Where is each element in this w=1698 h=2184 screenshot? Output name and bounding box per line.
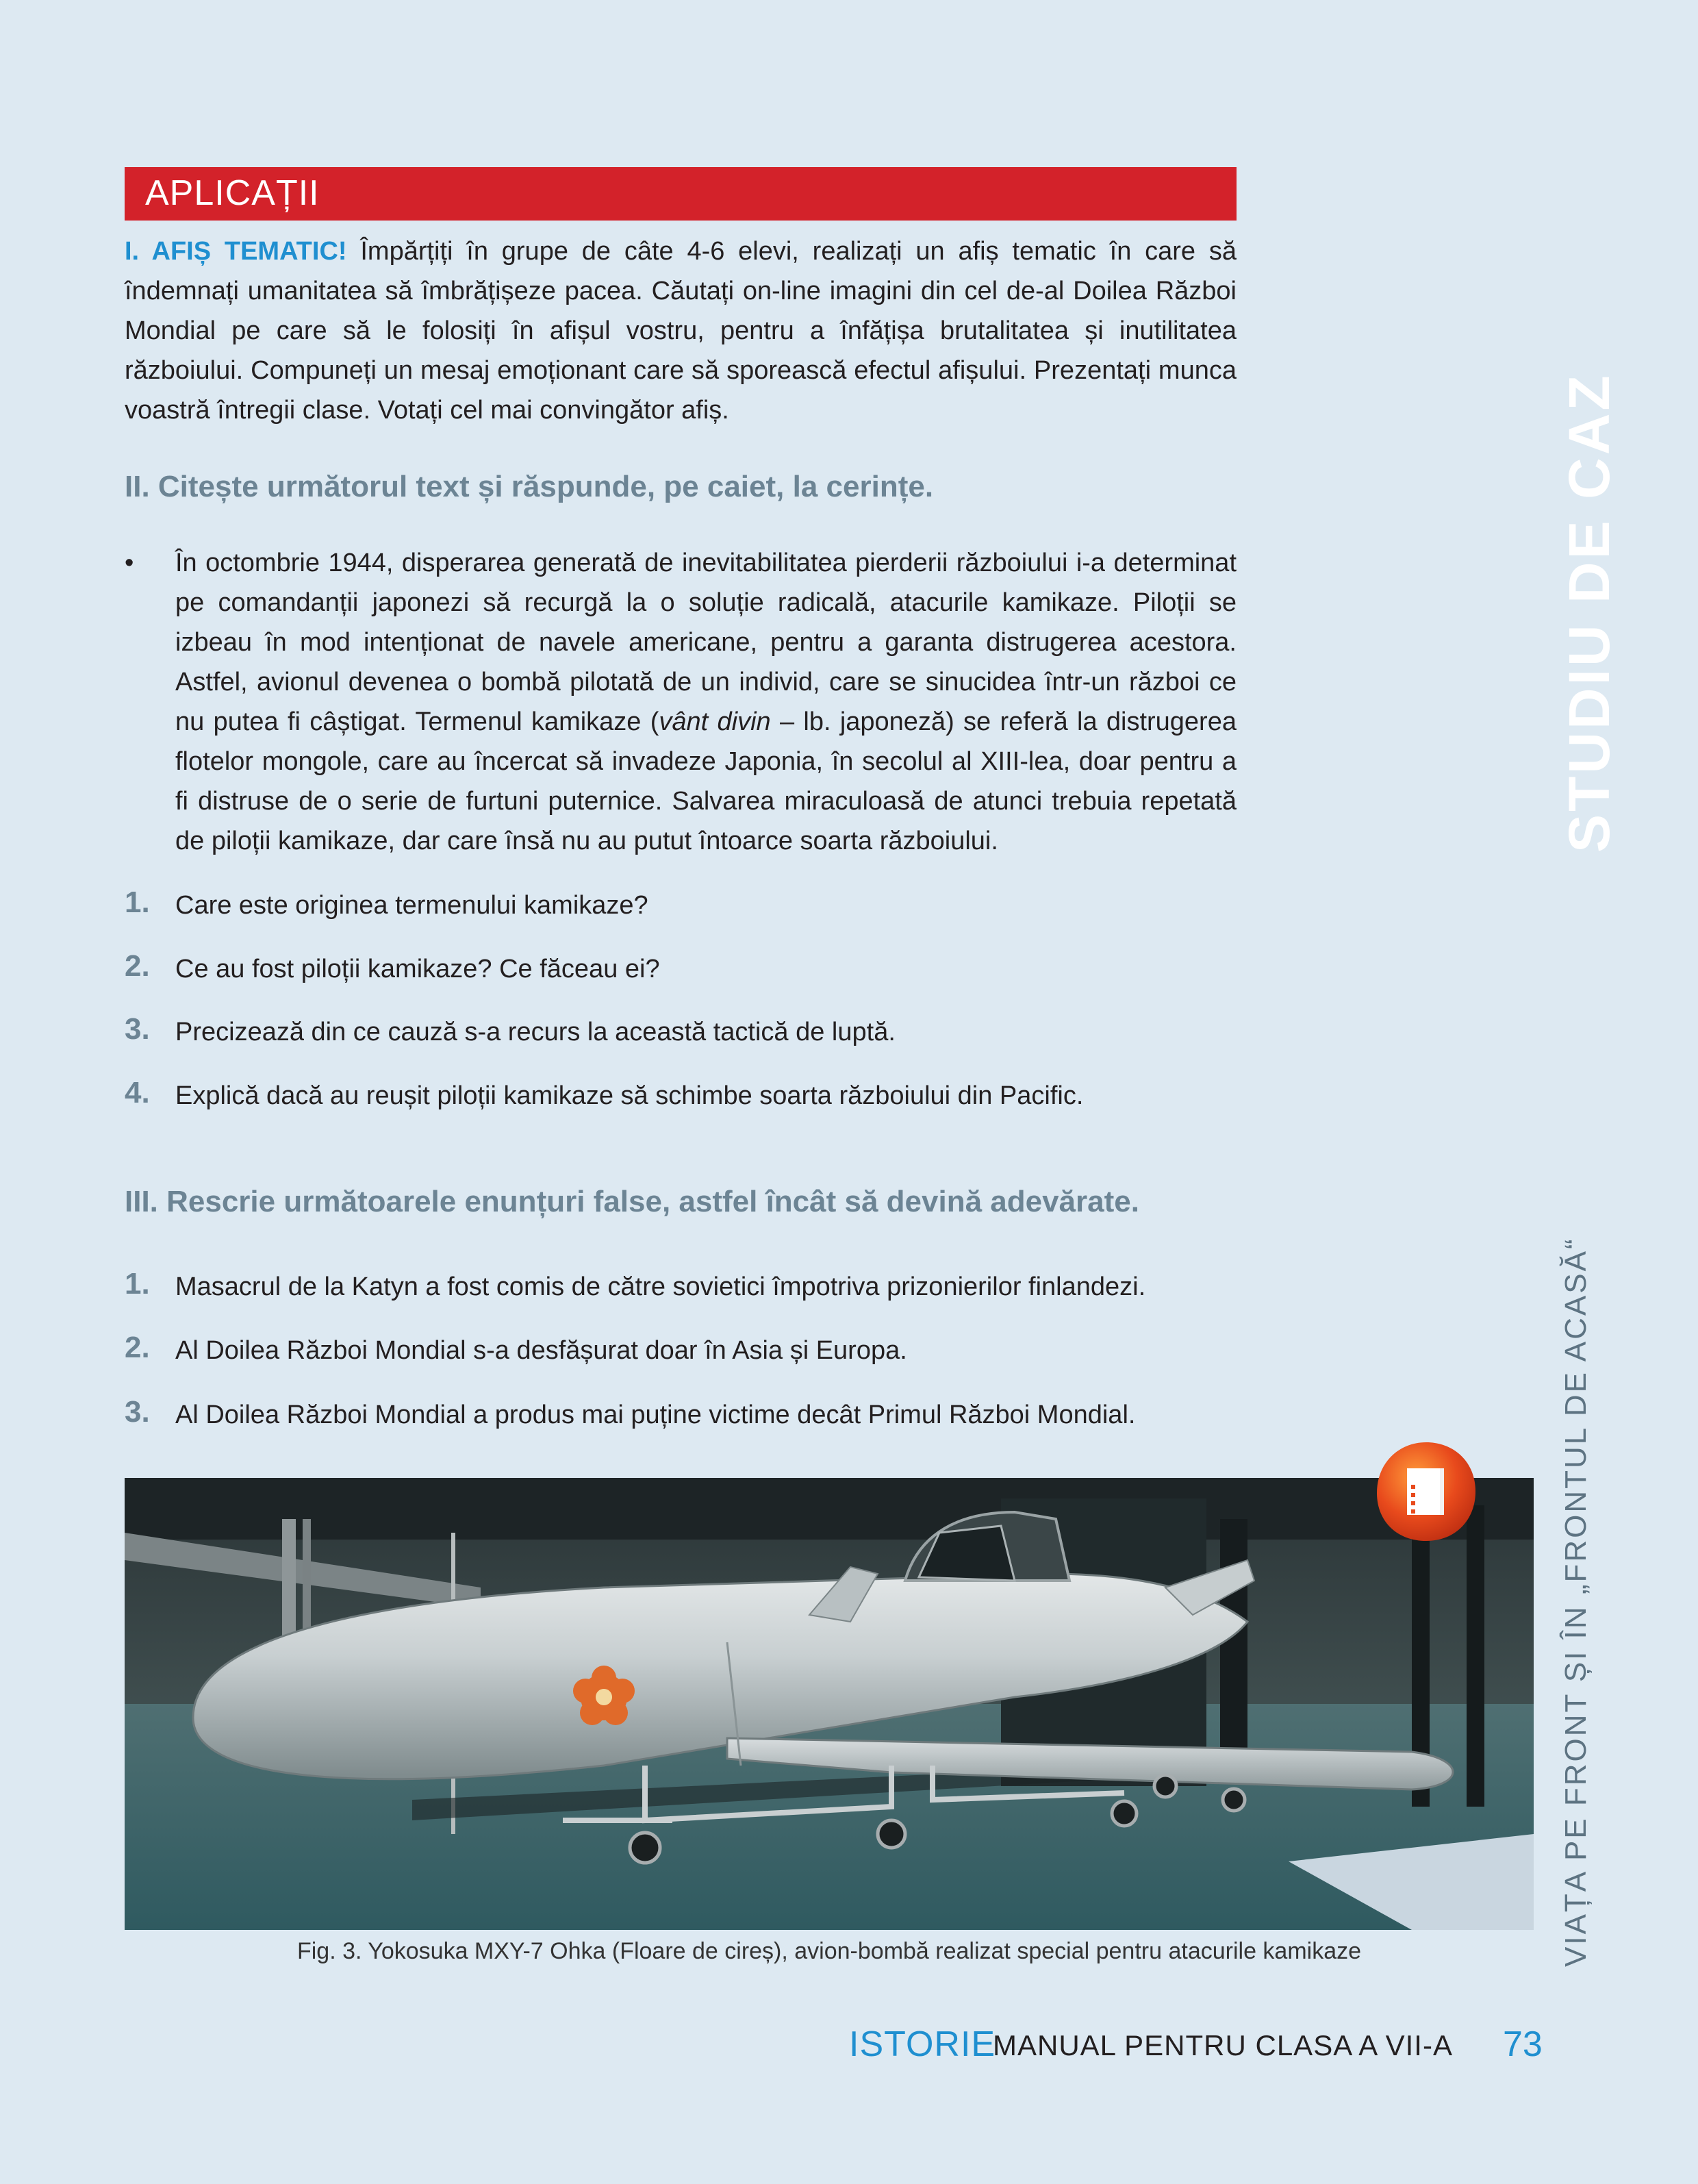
question-item [125,1075,1237,1116]
question-number: 4. [125,1076,150,1109]
question-number: 2. [125,949,150,983]
question-text: Precizează din ce cauză s-a recurs la această tactică de luptă. [175,1018,896,1046]
sidebar-title: STUDIU DE CAZ [1557,373,1621,853]
statement-number: 2. [125,1331,150,1364]
section2-heading: II. Citește următorul text și răspunde, pe caiet, la cerințe. [125,470,934,503]
statement-item [125,1330,1237,1371]
section3-heading: III. Rescrie următoarele enunțuri false, astfel încât să devină adevărate. [125,1185,1139,1218]
statement-item [125,1266,1237,1307]
section1-text: Împărțiți în grupe de câte 4-6 elevi, realizați un afiș tematic în care să îndemnați umanitatea să îmbrățișeze pacea. Căutați on-line imagini din cel de-al Doilea Război Mondial pe care să le folosiți în afișul vostru, pentru a înfățișa brutalitatea și inutilitatea războiului. Compuneți un mesaj emoționant care să sporească efectul afișului. Prezentați munca voastră întregii clase. Votați cel mai convingător afiș. [125,237,1237,425]
section1-lead: I. AFIȘ TEMATIC! [125,237,347,266]
ohka-aircraft-photo [125,1478,1534,1930]
question-item [125,885,1237,926]
statement-number: 3. [125,1395,150,1429]
question-text: Ce au fost piloții kamikaze? Ce făceau ei? [175,955,660,983]
footer-subject: ISTORIE [849,2024,996,2064]
question-number: 1. [125,886,150,919]
passage-text [175,543,1237,861]
bullet-marker: • [125,549,134,577]
statement-text: Al Doilea Război Mondial s-a desfășurat doar în Asia și Europa. [175,1336,907,1365]
question-number: 3. [125,1012,150,1046]
passage-part2: – lb. japoneză) se referă la distrugerea flotelor mongole, care au încercat să invadeze Japonia, în secolul al XIII-lea, doar pentru a fi distruse de o serie de furtuni puternice. Salvarea miraculoasă de atunci trebuia repetată de piloții kamikaze, dar care însă nu au putut întoarce soarta războiului. [175,707,1237,855]
page-footer [849,2024,1547,2072]
aplicatii-title: APLICAȚII [145,173,320,213]
question-text: Explică dacă au reușit piloții kamikaze să schimbe soarta războiului din Pacific. [175,1081,1084,1110]
figure-caption: Fig. 3. Yokosuka MXY-7 Ohka (Floare de cireș), avion-bombă realizat special pentru atacurile kamikaze [296,1938,1362,1964]
passage-part1: În octombrie 1944, disperarea generată de inevitabilitatea pierderii războiului i-a determinat pe comandanții japonezi să recurgă la o soluție radicală, atacurile kamikaze. Piloții se izbeau în mod intenționat de navele americane, pentru a garanta distrugerea acestora. Astfel, avionul devenea o bombă pilotată de un individ, care se sinucidea într-un război ce nu putea fi câștigat. Termenul kamikaze ( [175,549,1237,736]
question-item [125,949,1237,990]
page-number: 73 [1503,2024,1543,2064]
statement-number: 1. [125,1267,150,1301]
statement-text: Masacrul de la Katyn a fost comis de către sovietici împotriva prizonierilor finlandezi. [175,1272,1146,1301]
aplicatii-banner [125,167,1237,221]
statement-item [125,1394,1237,1435]
passage-italic: vânt divin [659,707,771,736]
statement-text: Al Doilea Război Mondial a produs mai puține victime decât Primul Război Mondial. [175,1401,1136,1429]
question-text: Care este originea termenului kamikaze? [175,891,648,920]
sidebar-subtitle: VIAȚA PE FRONT ȘI ÎN „FRONTUL DE ACASĂ“ [1559,1237,1593,1967]
digital-resource-icon[interactable] [1373,1438,1480,1545]
section1-paragraph [125,231,1237,430]
question-item [125,1012,1237,1053]
footer-book-title: MANUAL PENTRU CLASA A VII-A [993,2029,1453,2061]
